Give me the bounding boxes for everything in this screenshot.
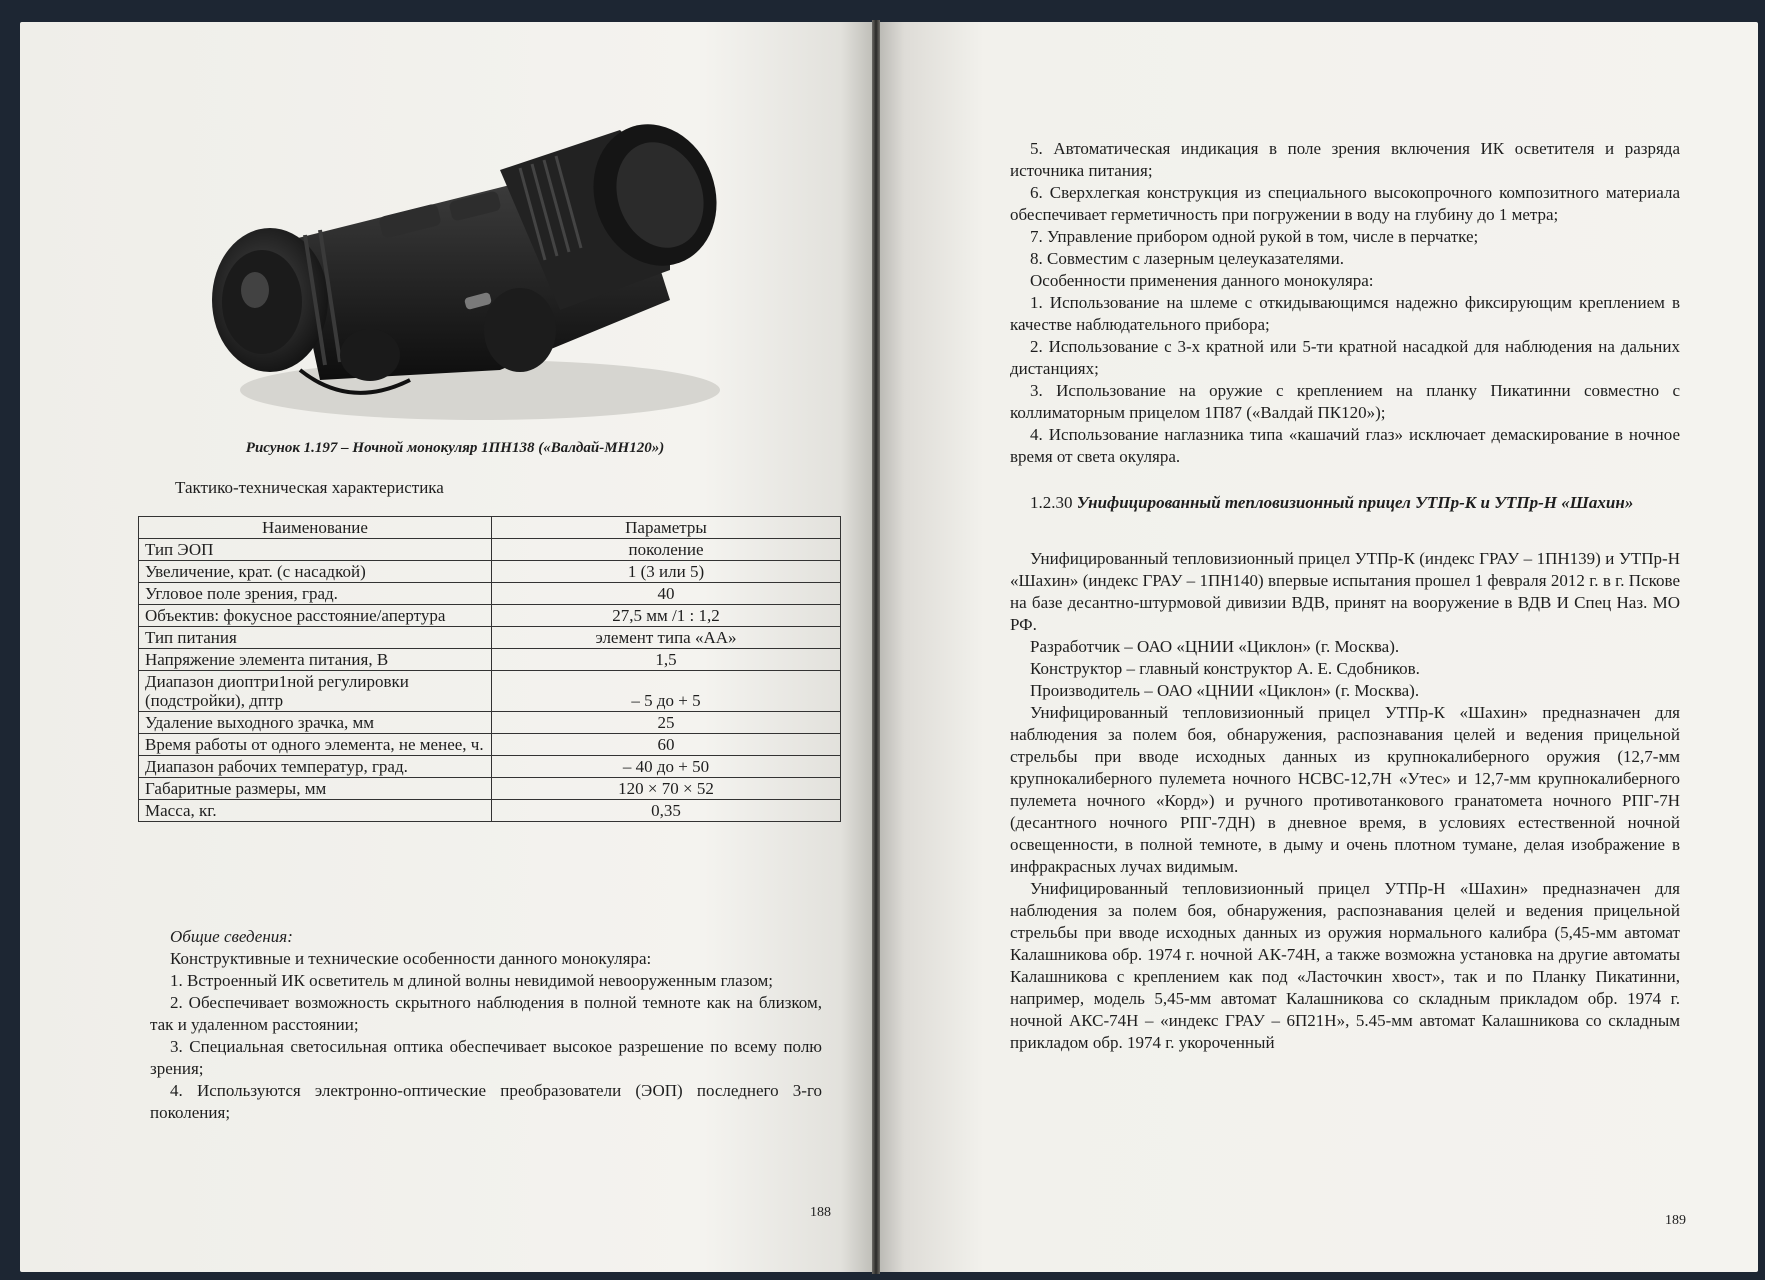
- paragraph: 6. Сверхлегкая конструкция из специального высокопрочного композитного материала обеспечивает герметичность при погружении в воду на глубину до 1 метра;: [1010, 183, 1680, 224]
- paragraph: 3. Специальная светосильная оптика обеспечивает высокое разрешение по всему полю зрения;: [150, 1037, 822, 1078]
- row-value: – 5 до + 5: [492, 671, 841, 712]
- header-params: Параметры: [492, 517, 841, 539]
- table-row: [139, 712, 841, 734]
- table-row: [139, 605, 841, 627]
- table-row: [139, 649, 841, 671]
- section-title: Унифицированный тепловизионный прицел УТПр-К и УТПр-Н «Шахин»: [1076, 493, 1634, 512]
- paragraph: 2. Обеспечивает возможность скрытного наблюдения в полной темноте как на близком, так и удаленном расстоянии;: [150, 993, 822, 1034]
- header-name: Наименование: [139, 517, 492, 539]
- section-heading: [1010, 492, 1680, 514]
- paragraph: Разработчик – ОАО «ЦНИИ «Циклон» (г. Москва).: [1030, 637, 1400, 656]
- paragraph: 5. Автоматическая индикация в поле зрения включения ИК осветителя и разряда источника питания;: [1010, 139, 1680, 180]
- row-name: Тип ЭОП: [139, 539, 492, 561]
- table-row: [139, 671, 841, 712]
- row-name: Время работы от одного элемента, не менее, ч.: [139, 734, 492, 756]
- row-value: 60: [492, 734, 841, 756]
- table-row: [139, 539, 841, 561]
- table-row: [139, 583, 841, 605]
- row-value: 27,5 мм /1 : 1,2: [492, 605, 841, 627]
- row-value: 1 (3 или 5): [492, 561, 841, 583]
- row-value: 120 × 70 × 52: [492, 778, 841, 800]
- paragraph: Конструктивные и технические особенности данного монокуляра:: [170, 949, 652, 968]
- table-row: [139, 734, 841, 756]
- table-row: [139, 627, 841, 649]
- paragraph: 3. Использование на оружие с креплением на планку Пикатинни совместно с коллиматорным прицелом 1П87 («Валдай ПК120»);: [1010, 381, 1680, 422]
- row-value: 1,5: [492, 649, 841, 671]
- page-number-right: 189: [1665, 1213, 1686, 1228]
- left-body-text: [150, 926, 822, 1124]
- paragraph: Конструктор – главный конструктор А. Е. Сдобников.: [1030, 659, 1420, 678]
- figure-caption: Рисунок 1.197 – Ночной монокуляр 1ПН138 («Валдай-МН120»): [245, 440, 665, 456]
- row-value: 0,35: [492, 800, 841, 822]
- paragraph: 1. Встроенный ИК осветитель м длиной волны невидимой невооруженным глазом;: [170, 971, 773, 990]
- table-row: [139, 756, 841, 778]
- table-header-row: [139, 517, 841, 539]
- paragraph: Особенности применения данного монокуляра:: [1030, 271, 1374, 290]
- row-name: Объектив: фокусное расстояние/апертура: [139, 605, 492, 627]
- specs-table: [138, 516, 841, 822]
- row-name: Увеличение, крат. (с насадкой): [139, 561, 492, 583]
- row-name: Диапазон рабочих температур, град.: [139, 756, 492, 778]
- row-value: поколение: [492, 539, 841, 561]
- row-value: элемент типа «АА»: [492, 627, 841, 649]
- table-row: [139, 561, 841, 583]
- row-value: 25: [492, 712, 841, 734]
- row-name: Диапазон диоптри1ной регулировки (подстройки), дптр: [139, 671, 492, 712]
- page-number-left: 188: [810, 1205, 831, 1220]
- row-value: 40: [492, 583, 841, 605]
- paragraph: Производитель – ОАО «ЦНИИ «Циклон» (г. Москва).: [1030, 681, 1420, 700]
- row-name: Масса, кг.: [139, 800, 492, 822]
- general-heading: Общие сведения:: [170, 927, 293, 946]
- table-row: [139, 778, 841, 800]
- paragraph: 2. Использование с 3-х кратной или 5-ти кратной насадкой для наблюдения на дальних дистанциях;: [1010, 337, 1680, 378]
- paragraph: Унифицированный тепловизионный прицел УТПр-К (индекс ГРАУ – 1ПН139) и УТПр-Н «Шахин» (индекс ГРАУ – 1ПН140) впервые испытания прошел 1 февраля 2012 г. в г. Пскове на базе десантно-штурмовой дивизии ВДВ, принят на вооружение в ВДВ И Спец Наз. МО РФ.: [1010, 549, 1680, 634]
- paragraph: 4. Используются электронно-оптические преобразователи (ЭОП) последнего 3-го поколения;: [150, 1081, 822, 1122]
- table-title: Тактико-техническая характеристика: [175, 478, 444, 497]
- monocular-photo: [200, 110, 760, 435]
- paragraph: 8. Совместим с лазерным целеуказателями.: [1030, 249, 1344, 268]
- right-body-text: [1010, 138, 1680, 1054]
- row-value: – 40 до + 50: [492, 756, 841, 778]
- book-spine: [872, 20, 880, 1274]
- row-name: Напряжение элемента питания, В: [139, 649, 492, 671]
- row-name: Габаритные размеры, мм: [139, 778, 492, 800]
- paragraph: 4. Использование наглазника типа «кашачий глаз» исключает демаскирование в ночное время от света окуляра.: [1010, 425, 1680, 466]
- paragraph: Унифицированный тепловизионный прицел УТПр-Н «Шахин» предназначен для наблюдения за полем боя, обнаружения, распознавания целей и ведения прицельной стрельбы при вводе исходных данных из оружия нормального калибра (5,45-мм автомат Калашникова обр. 1974 г. ночной АК-74Н, а также возможна установка на другие автоматы Калашникова с креплением как под «Ласточкин хвост», так и по Планку Пикатинни, например, модель 5,45-мм автомат Калашникова со складным прикладом обр. 1974 г. ночной АКС-74Н – «индекс ГРАУ – 6П21Н», 5.45-мм автомат Калашникова со складным прикладом обр. 1974 г. укороченный: [1010, 879, 1680, 1052]
- section-number: 1.2.30: [1030, 493, 1073, 512]
- paragraph: Унифицированный тепловизионный прицел УТПр-К «Шахин» предназначен для наблюдения за полем боя, обнаружения, распознавания целей и ведения прицельной стрельбы при вводе исходных данных из крупнокалиберного оружия (12,7-мм крупнокалиберного пулемета ночного НСВС-12,7Н «Утес» и 12,7-мм крупнокалиберного пулемета ночного «Корд») и ручного противотанкового гранатомета ночного РПГ-7Н (десантного ночного РПГ-7ДН) в дневное время, в условиях естественной ночной освещенности, в полной темноте, в дыму и очень плотном тумане, делая изображение в инфракрасных лучах видимым.: [1010, 703, 1680, 876]
- table-row: [139, 800, 841, 822]
- paragraph: 7. Управление прибором одной рукой в том, числе в перчатке;: [1030, 227, 1479, 246]
- row-name: Угловое поле зрения, град.: [139, 583, 492, 605]
- row-name: Удаление выходного зрачка, мм: [139, 712, 492, 734]
- row-name: Тип питания: [139, 627, 492, 649]
- paragraph: 1. Использование на шлеме с откидывающимся надежно фиксирующим креплением в качестве наблюдательного прибора;: [1010, 293, 1680, 334]
